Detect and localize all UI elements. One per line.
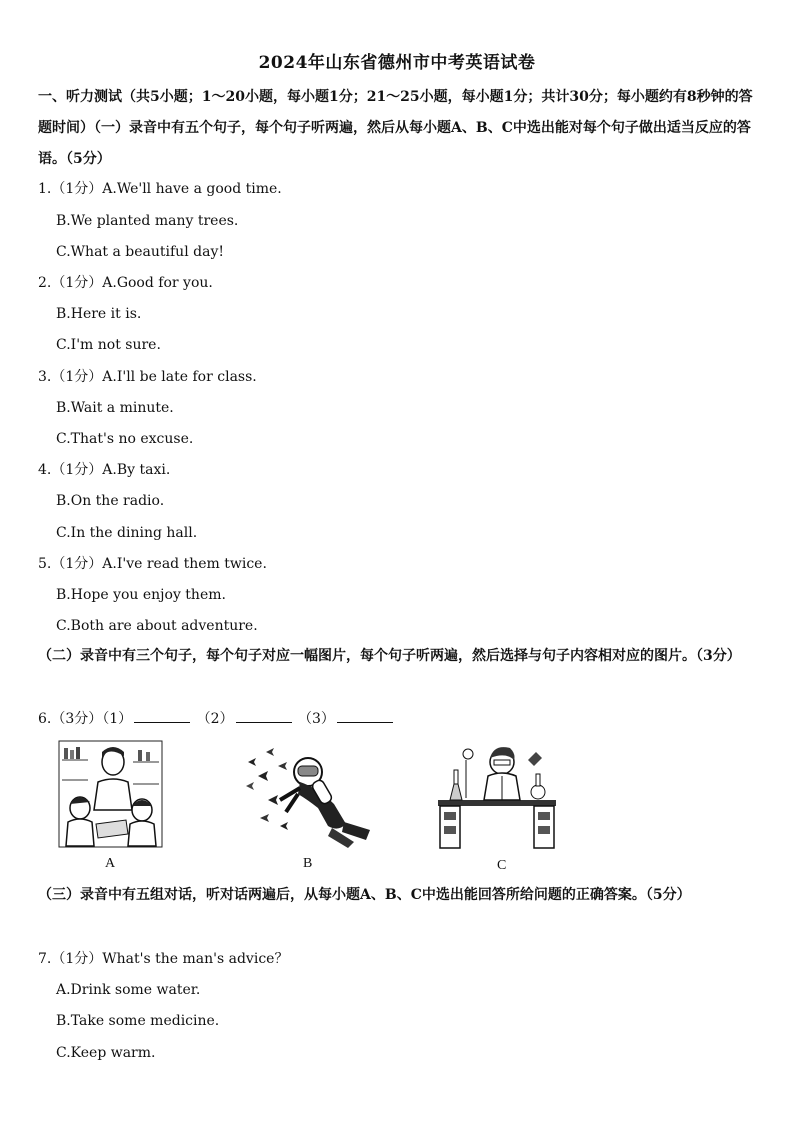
picture-a-label: A: [105, 856, 116, 871]
question-7-stem: 7.（1分）What's the man's advice？: [38, 951, 289, 967]
section2-heading: （二）录音中有三个句子，每个句子对应一幅图片，每个句子听两遍，然后选择与句子内容相对应的图片。（3分）: [38, 648, 741, 664]
question-3-option-c: C.That's no excuse.: [56, 431, 194, 447]
question-2-stem: 2.（1分）A.Good for you.: [38, 275, 213, 291]
question-1-option-b: B.We planted many trees.: [56, 213, 239, 229]
question-4-option-c: C.In the dining hall.: [56, 525, 198, 541]
section1-heading: 一、听力测试（共5小题；1～20小题，每小题1分；21～25小题，每小题1分；共计30分；每小题约有8秒钟的答题时间）（一）录音中有五个句子，每个句子听两遍，然后从每小题A、B、C中选出能对每个句子做出适当反应的答语。（5分）: [38, 89, 753, 167]
question-6-stem: [38, 710, 395, 728]
question-4-option-b: B.On the radio.: [56, 493, 165, 509]
question-7-option-a: A.Drink some water.: [56, 982, 201, 998]
question-6-mid1: （2）: [196, 711, 234, 727]
scientist-in-lab-illustration: [436, 740, 558, 850]
question-5-option-b: B.Hope you enjoy them.: [56, 587, 226, 603]
question-4-stem: 4.（1分）A.By taxi.: [38, 462, 171, 478]
scuba-diver-illustration: [238, 742, 382, 850]
question-5-option-c: C.Both are about adventure.: [56, 618, 258, 634]
question-6-prefix: 6.（3分）（1）: [38, 711, 133, 727]
page-title: 2024年山东省德州市中考英语试卷: [258, 53, 536, 73]
question-5-stem: 5.（1分）A.I've read them twice.: [38, 556, 267, 572]
question-1-stem: 1.（1分）A.We'll have a good time.: [38, 181, 282, 197]
picture-c-label: C: [497, 858, 507, 873]
question-7-option-c: C.Keep warm.: [56, 1045, 156, 1061]
question-3-stem: 3.（1分）A.I'll be late for class.: [38, 369, 257, 385]
question-7-option-b: B.Take some medicine.: [56, 1013, 220, 1029]
teacher-with-children-illustration: [58, 740, 163, 848]
question-6-mid2: （3）: [298, 711, 335, 727]
answer-blank-3[interactable]: [337, 710, 393, 723]
question-2-option-c: C.I'm not sure.: [56, 337, 161, 353]
answer-blank-2[interactable]: [236, 710, 292, 723]
question-1-option-c: C.What a beautiful day!: [56, 244, 224, 260]
answer-blank-1[interactable]: [134, 710, 190, 723]
question-3-option-b: B.Wait a minute.: [56, 400, 174, 416]
picture-b-label: B: [303, 856, 313, 871]
section3-heading: （三）录音中有五组对话，听对话两遍后，从每小题A、B、C中选出能回答所给问题的正确答案。（5分）: [38, 887, 691, 903]
question-2-option-b: B.Here it is.: [56, 306, 142, 322]
